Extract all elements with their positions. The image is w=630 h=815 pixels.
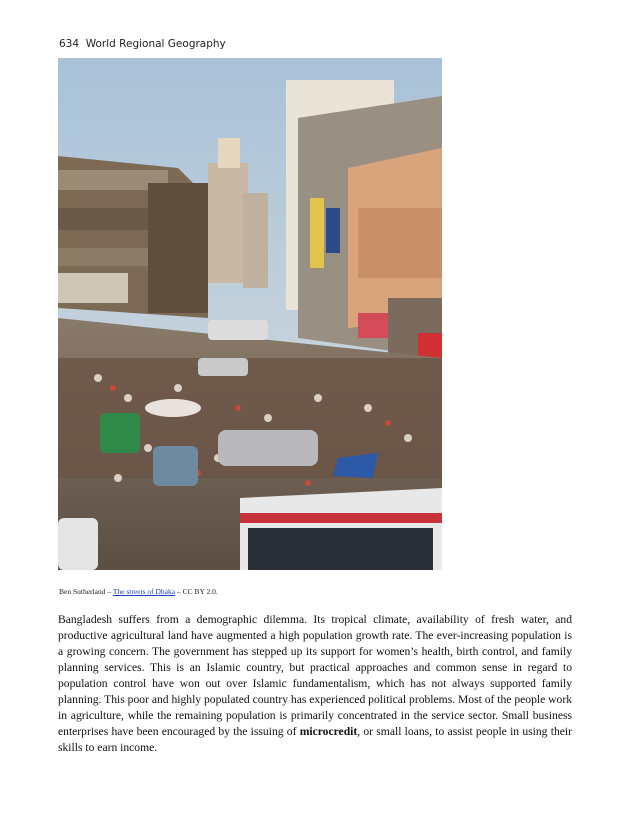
paragraph-text-start: Bangladesh suffers from a demographic dilemma. Its tropical climate, availability of fresh water, and productive agricultural land have augmented a high population growth rate. The ever-increasing population is a growing concern. The government has stepped up its support for women’s health, birth control, and family planning services. This is an Islamic country, but practical approaches and common sense in regard to population control have won out over Islamic fundamentalism, which has not always supported family planning. This poor and highly populated country has experienced political problems. Most of the people work in agriculture, while the remaining population is primarily concentrated in the service sector. Small business enterprises have been encouraged by the issuing of (58, 613, 572, 738)
caption-license: – CC BY 2.0. (175, 587, 218, 596)
key-term-microcredit: microcredit (299, 725, 358, 738)
body-paragraph (58, 612, 572, 756)
running-head (59, 38, 226, 50)
book-title: World Regional Geography (85, 38, 226, 50)
page-number: 634 (59, 38, 80, 50)
caption-source-link[interactable]: The streets of Dhaka (112, 587, 176, 596)
caption-separator: – (105, 587, 113, 596)
figure-caption (59, 587, 218, 596)
caption-author: Ben Sutherland (59, 587, 106, 596)
paragraph-text-end: , or small loans, to assist people in using their skills to earn income. (58, 725, 572, 754)
street-photo (58, 58, 442, 570)
